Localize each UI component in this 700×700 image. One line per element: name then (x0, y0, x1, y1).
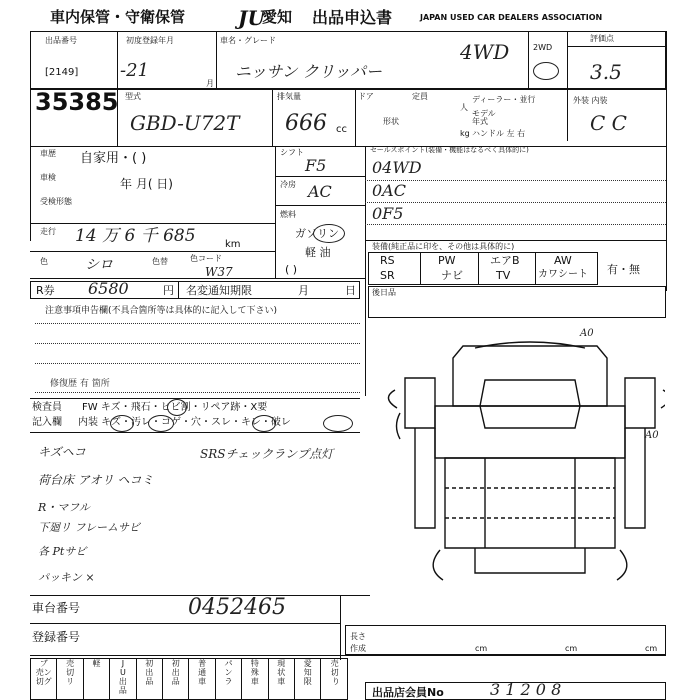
color-value: シロ (85, 257, 113, 273)
org-name: 愛知 (262, 8, 293, 26)
association-name: JAPAN USED CAR DEALERS ASSOCIATION (420, 13, 603, 22)
month-label: 月 (206, 79, 214, 88)
divider (567, 46, 666, 47)
divider (30, 278, 365, 279)
left-wheel-front (397, 413, 401, 439)
2wd-label: 2WD (533, 43, 553, 52)
flag-cell: 特 殊 車 (242, 659, 268, 699)
fuel-paren: ( ) (285, 263, 298, 276)
model-name: ニッサン クリッパー (235, 62, 383, 81)
left-door (415, 428, 435, 528)
divider (216, 31, 217, 89)
member-label: 出品店会員No (372, 686, 444, 699)
sales-point-1: 04WD (372, 158, 422, 177)
gasoline-circle (313, 224, 345, 243)
right-door (625, 428, 645, 528)
chassis-label: 車台番号 (32, 601, 81, 615)
type-code: GBD-U72T (130, 111, 240, 135)
right-side (625, 378, 655, 428)
diagram-mark: A0 (580, 328, 594, 339)
member-number: 3 1 2 0 8 (490, 680, 562, 699)
flag-cell: 初 出 品 (137, 659, 163, 699)
note-5: 下廻リ フレームサビ (38, 521, 140, 534)
equip-aw: AW (554, 254, 572, 267)
cc-label: cc (336, 124, 347, 135)
flag-cell: 売 切 り (330, 659, 340, 686)
km-label: km (225, 239, 241, 250)
vehicle-use-label: 車歴 (40, 149, 56, 158)
sakusei-label: 作成 (350, 644, 366, 653)
divider (365, 146, 366, 396)
mark-circle (110, 415, 134, 432)
disp-label: 排気量 (277, 92, 301, 101)
model-year-label: モデル年式 (472, 109, 496, 126)
chassis-number: 0452465 (188, 595, 286, 620)
note-3: 荷台床 アオリ ヘコミ (38, 473, 154, 487)
divider (528, 31, 529, 89)
flag-cell: パ ン ラ (216, 659, 242, 699)
shift-label: シフト (280, 148, 304, 157)
mileage-value: 14 万 6 千 685 (75, 226, 196, 246)
type-label: 型式 (125, 92, 141, 101)
sales-point-3: 0F5 (372, 204, 404, 223)
roof-outline (453, 346, 607, 406)
inspector-label: 検査員 (32, 402, 62, 413)
ac-value: AC (308, 182, 332, 201)
mark-circle (252, 415, 276, 432)
equipment-header: 装備(純正品に印を、その他は具体的に) (372, 242, 515, 251)
note-1: キズヘコ (38, 445, 86, 459)
car-damage-diagram (385, 318, 665, 598)
equip-yes-no: 有・無 (607, 263, 640, 276)
check-row-1: FW キズ・飛石・ヒビ割・リペア跡・X要 (82, 402, 268, 413)
divider (535, 252, 536, 285)
right-border (666, 31, 667, 291)
dotted-rule (365, 180, 666, 181)
divider (355, 89, 356, 146)
repair-label: 修復歴 有 箇所 (50, 379, 110, 389)
fuel-diesel: 軽 油 (305, 246, 331, 259)
dotted-rule (35, 343, 360, 344)
mileage-label: 走行 (40, 227, 56, 236)
fuel-gasoline: ガソリン (295, 227, 339, 240)
inspection-label: 車検 (40, 173, 56, 182)
recycle-label: R券 (36, 284, 55, 297)
cm-label-2: cm (565, 644, 578, 653)
divider (340, 595, 341, 660)
sales-point-2: 0AC (372, 181, 406, 200)
cm-label-1: cm (475, 644, 488, 653)
dotted-rule (35, 392, 360, 393)
dealer-label: ディーラー・並行 (472, 95, 536, 104)
first-reg-year: -21 (120, 60, 149, 81)
equip-navi: ナビ (441, 269, 463, 282)
left-side (405, 378, 435, 428)
ac-label: 冷房 (280, 180, 296, 189)
divider (275, 205, 365, 206)
equip-airbag: エアB (490, 254, 520, 267)
measure-box (345, 625, 666, 655)
month-label: 月 (298, 284, 309, 297)
bed-outline (445, 458, 615, 548)
after-items-box (368, 286, 666, 318)
after-items-label: 後日品 (372, 288, 396, 297)
eval-score: 3.5 (590, 60, 622, 84)
door-label: ドア (358, 92, 374, 101)
first-reg-label: 初度登録年月 (126, 36, 174, 45)
flag-cell: 現 状 車 (269, 659, 295, 699)
divider (178, 281, 179, 299)
ju-logo: JU (238, 6, 265, 30)
diagram-mark: A0 (645, 430, 659, 441)
note-2: SRSチェックランプ点灯 (200, 447, 334, 461)
lot-small: [2149] (45, 67, 79, 78)
storage-title: 車内保管・守衛保管 (50, 8, 186, 26)
form-label: 形状 (383, 117, 399, 126)
divider (275, 146, 276, 278)
flag-cell: 普 通 車 (189, 659, 215, 699)
dotted-rule (365, 202, 666, 203)
entry-label: 記入欄 (32, 417, 62, 428)
sales-point-label: セールスポイント(装備・機能はなるべく具体的に) (370, 146, 529, 154)
divider (272, 89, 273, 146)
divider (567, 31, 568, 141)
tone-label: 色替 (152, 257, 168, 266)
cab-seat (480, 406, 580, 428)
divider (275, 176, 365, 177)
shift-value: F5 (305, 156, 327, 175)
equip-leather-seat: カワシート (538, 269, 588, 280)
ext-int-label: 外装 内装 (573, 96, 608, 105)
divider (30, 398, 360, 399)
divider (30, 623, 340, 624)
windshield (475, 342, 585, 348)
divider (30, 223, 275, 224)
kg-label: kg (460, 129, 470, 138)
bed-divider (485, 458, 575, 548)
color-label: 色 (40, 257, 48, 266)
person-label: 人 (460, 103, 468, 112)
divider (365, 240, 666, 241)
color-code-value: W37 (205, 265, 233, 279)
cabin-upper (480, 380, 580, 406)
cm-label-3: cm (645, 644, 658, 653)
equip-rs: RS (380, 254, 395, 267)
rear-bumper (475, 548, 585, 573)
equip-sr: SR (380, 269, 395, 282)
name-change-label: 名変通知期限 (186, 284, 252, 297)
left-mirror (388, 390, 397, 408)
form-title: 出品申込書 (312, 8, 393, 27)
mark-circle (148, 415, 174, 432)
equip-pw: PW (438, 254, 456, 267)
cabin-body (435, 406, 625, 458)
divider (478, 252, 479, 285)
equip-tv: TV (496, 269, 511, 282)
right-mirror (661, 390, 665, 408)
eval-label: 評価点 (590, 34, 614, 43)
divider (30, 251, 275, 252)
rear-light-left (433, 550, 443, 580)
inspection-form-label: 受検形態 (40, 197, 72, 206)
vehicle-use-value: 自家用・( ) (80, 151, 147, 166)
recycle-amount: 6580 (88, 279, 129, 298)
dotted-rule (365, 224, 666, 225)
mark-circle (323, 415, 353, 432)
lot-label: 出品番号 (45, 36, 77, 45)
rear-light-right (617, 550, 627, 580)
divider (420, 252, 421, 285)
measure-label: 長さ (350, 632, 366, 641)
flag-cell: 初 出 品 (163, 659, 189, 699)
dotted-rule (35, 323, 360, 324)
divider (30, 89, 666, 90)
color-code-label: 色コード (190, 254, 222, 263)
divider (30, 655, 666, 656)
left-border (30, 31, 31, 241)
mark-circle (167, 399, 187, 416)
divider (30, 432, 360, 433)
yen-label: 円 (163, 284, 174, 297)
flag-cell: ブ 売ン 切グ (31, 659, 57, 699)
check-row-2: 内装 キズ・汚レ・コゲ・穴・スレ・キレ・破レ (78, 417, 291, 428)
capacity-label: 定員 (412, 92, 428, 101)
note-7: パッキン × (38, 571, 95, 584)
ext-int-score: C C (590, 111, 627, 135)
flag-cell: 売 切 リ (57, 659, 83, 699)
displacement: 666 (285, 111, 327, 136)
note-6: 各 Ptサビ (38, 545, 87, 558)
notes-header: 注意事項申告欄(不具合箇所等は具体的に記入して下さい) (45, 306, 278, 316)
flag-cell: J U 出 品 (110, 659, 136, 699)
registration-label: 登録番号 (32, 630, 81, 644)
model-label: 車名・グレード (220, 36, 276, 45)
bed-lines (445, 488, 615, 518)
dotted-rule (35, 363, 360, 364)
divider (30, 146, 666, 147)
flag-cell: 愛 知 限 (295, 659, 321, 699)
drive-type: 4WD (460, 40, 510, 64)
flag-cell: 軽 (84, 659, 110, 699)
inspection-value: 年 月( 日) (120, 177, 173, 191)
fuel-label: 燃料 (280, 210, 296, 219)
day-label: 日 (345, 284, 356, 297)
handle-label: ハンドル 左 右 (472, 129, 526, 138)
4wd-circle (533, 62, 559, 80)
lot-number: 35385 (35, 88, 119, 116)
note-4: R・マフル (38, 501, 90, 514)
